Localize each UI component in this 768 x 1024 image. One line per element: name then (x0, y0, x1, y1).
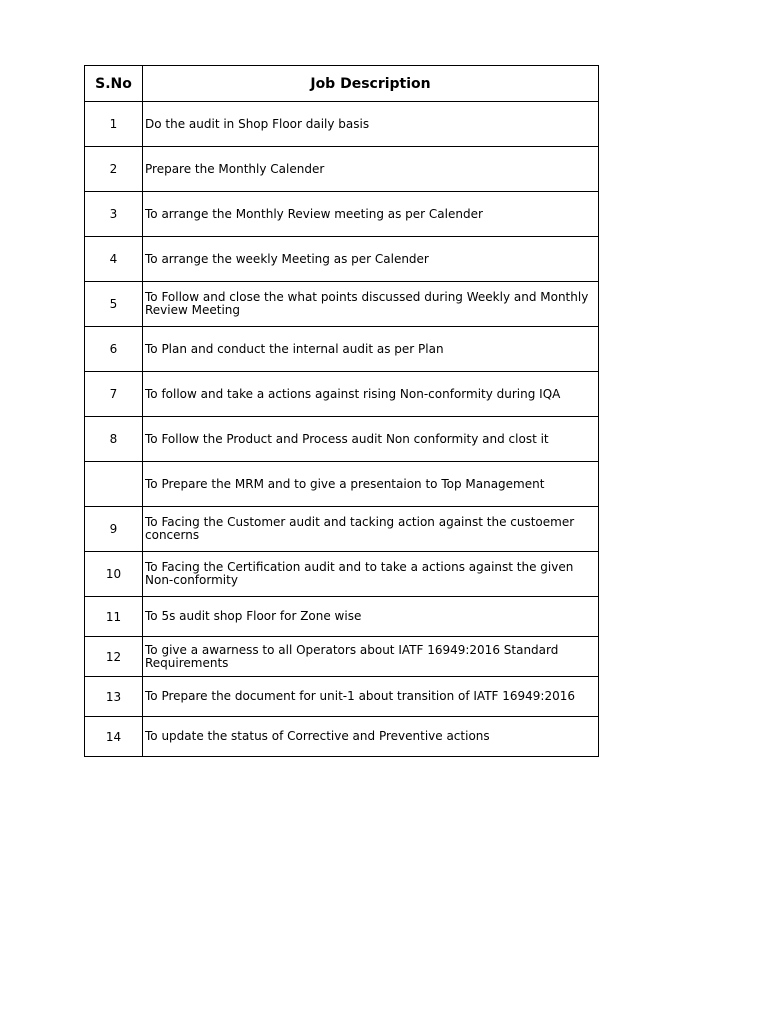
table-row (85, 102, 599, 147)
row-sno: 14 (85, 717, 143, 757)
row-description: To Follow and close the what points discussed during Weekly and Monthly Review Meeting (143, 282, 599, 327)
table-row (85, 282, 599, 327)
table-row (85, 417, 599, 462)
row-description: To Prepare the document for unit-1 about transition of IATF 16949:2016 (143, 677, 599, 717)
table-row (85, 462, 599, 507)
table-row (85, 192, 599, 237)
row-sno: 1 (85, 102, 143, 147)
row-sno: 2 (85, 147, 143, 192)
row-sno: 3 (85, 192, 143, 237)
table-row (85, 237, 599, 282)
table-row (85, 552, 599, 597)
row-description: Do the audit in Shop Floor daily basis (143, 102, 599, 147)
row-description: To update the status of Corrective and Preventive actions (143, 717, 599, 757)
row-sno: 5 (85, 282, 143, 327)
table-row (85, 637, 599, 677)
header-job-description: Job Description (143, 66, 599, 102)
row-description: To Facing the Customer audit and tacking action against the custoemer concerns (143, 507, 599, 552)
row-description: To Prepare the MRM and to give a presentaion to Top Management (143, 462, 599, 507)
table-row (85, 717, 599, 757)
table-row (85, 372, 599, 417)
table-header-row (85, 66, 599, 102)
row-description: To Follow the Product and Process audit Non conformity and clost it (143, 417, 599, 462)
row-description: To arrange the weekly Meeting as per Calender (143, 237, 599, 282)
row-description: Prepare the Monthly Calender (143, 147, 599, 192)
row-sno (85, 462, 143, 507)
row-description: To 5s audit shop Floor for Zone wise (143, 597, 599, 637)
job-description-table (84, 65, 599, 757)
row-sno: 10 (85, 552, 143, 597)
row-description: To Plan and conduct the internal audit as per Plan (143, 327, 599, 372)
row-sno: 8 (85, 417, 143, 462)
row-sno: 13 (85, 677, 143, 717)
table-row (85, 327, 599, 372)
row-sno: 6 (85, 327, 143, 372)
table-row (85, 597, 599, 637)
row-sno: 7 (85, 372, 143, 417)
row-description: To give a awarness to all Operators about IATF 16949:2016 Standard Requirements (143, 637, 599, 677)
row-sno: 12 (85, 637, 143, 677)
table-row (85, 147, 599, 192)
row-sno: 11 (85, 597, 143, 637)
table-row (85, 677, 599, 717)
row-sno: 4 (85, 237, 143, 282)
row-description: To arrange the Monthly Review meeting as per Calender (143, 192, 599, 237)
row-description: To follow and take a actions against rising Non-conformity during IQA (143, 372, 599, 417)
table-row (85, 507, 599, 552)
header-sno: S.No (85, 66, 143, 102)
row-sno: 9 (85, 507, 143, 552)
row-description: To Facing the Certification audit and to take a actions against the given Non-conformity (143, 552, 599, 597)
